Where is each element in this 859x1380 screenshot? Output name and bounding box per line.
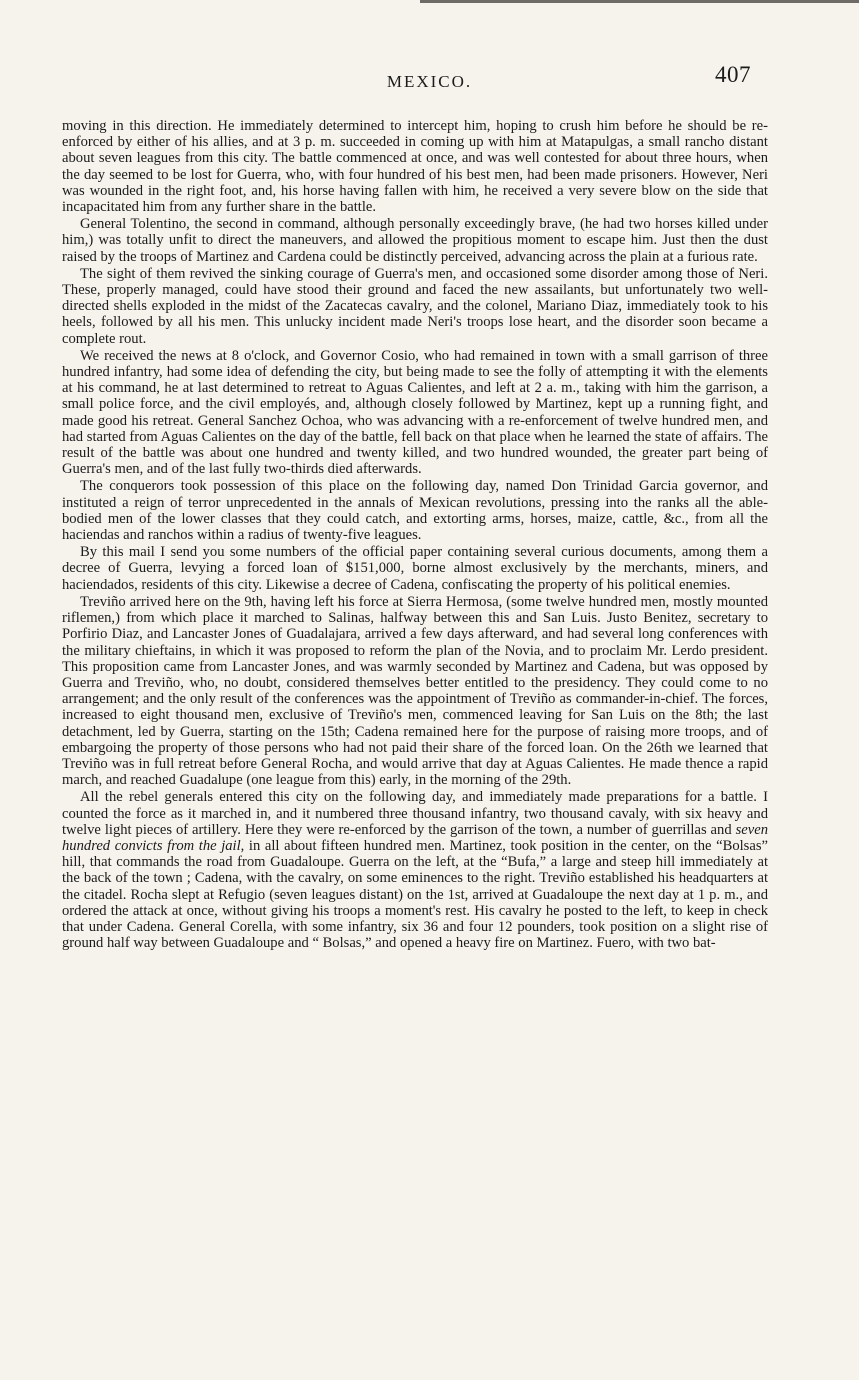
running-head: MEXICO. (386, 72, 473, 91)
paragraph: The sight of them revived the sinking courage of Guerra's men, and occasioned some disorder among those of Neri. These, properly managed, could have stood their ground and faced the new assailants, but unfortunately two well-directed shells exploded in the midst of the Zacatecas cavalry, and the colonel, Mariano Diaz, immediately took to his heels, followed by all his men. This unlucky incident made Neri's troops lose heart, and the disorder soon became a complete rout. (62, 265, 768, 347)
page-header (0, 62, 859, 98)
paragraph: Treviño arrived here on the 9th, having left his force at Sierra Hermosa, (some twelve hundred men, mostly mounted riflemen,) from which place it marched to Salinas, halfway between this and San Luis. Justo Benitez, secretary to Porfirio Diaz, and Lancaster Jones of Guadalajara, arrived a few days afterward, and had several long conferences with the military chieftains, in which it was proposed to reform the plan of the Novia, and to proclaim Mr. Lerdo president. This proposition came from Lancaster Jones, and was warmly seconded by Martinez and Cadena, but was opposed by Guerra and Treviño, who, no doubt, considered themselves better entitled to the presidency. They could come to no arrangement; and the only result of the conferences was the appointment of Treviño as commander-in-chief. The forces, increased to eight thousand men, exclusive of Treviño's men, commenced leaving for San Luis on the 8th; the last detachment, led by Guerra, starting on the 15th; Cadena remained here for the purpose of raising more troops, and of embargoing the property of those persons who had not paid their share of the forced loan. On the 26th we learned that Treviño was in full retreat before General Rocha, and would arrive that day at Aguas Calientes. He made thence a rapid march, and reached Guadalupe (one league from this) early, in the morning of the 29th. (62, 593, 768, 789)
page-top-edge (420, 0, 859, 3)
paragraph: By this mail I send you some numbers of the official paper containing several curious documents, among them a decree of Guerra, levying a forced loan of $151,000, borne almost exclusively by the merchants, miners, and haciendados, residents of this city. Likewise a decree of Cadena, confiscating the property of his political enemies. (62, 544, 768, 593)
body-text (62, 118, 768, 951)
text-run: All the rebel generals entered this city on the following day, and immediately made preparations for a battle. I counted the force as it marched in, and it numbered three thousand infantry, two thousand cavaly, with six heavy and twelve light pieces of artillery. Here they were re-enforced by the garrison of the town, a number of guerrillas and (62, 789, 768, 838)
page-number: 407 (715, 62, 751, 87)
paragraph-last (62, 789, 768, 951)
italic-phrase: seven hundred convicts from the jail (62, 821, 768, 854)
paragraph: We received the news at 8 o'clock, and Governor Cosio, who had remained in town with a small garrison of three hundred infantry, had some idea of defending the city, but being made to see the folly of attempting it with the elements at his command, he at last determined to retreat to Aguas Calientes, and left at 2 a. m., taking with him the garrison, a small police force, and the civil employés, and, although closely followed by Martinez, kept up a running fight, and made good his retreat. General Sanchez Ochoa, who was advancing with a re-enforcement of twelve hundred men, and had started from Aguas Calientes on the day of the battle, fell back on that place when he learned the state of affairs. The result of the battle was about one hundred and twenty killed, and two hundred wounded, the greater part being of Guerra's men, and of the last fully two-thirds died afterwards. (62, 347, 768, 478)
text-run: , in all about fifteen hundred men. Martinez, took position in the center, on the “Bolsas” hill, that commands the road from Guadaloupe. Guerra on the left, at the “Bufa,” a large and steep hill immediately at the back of the town ; Cadena, with the cavalry, on some eminences to the right. Treviño established his headquarters at the citadel. Rocha slept at Refugio (seven leagues distant) on the 1st, arrived at Guadaloupe the next day at 1 p. m., and ordered the attack at once, without giving his troops a moment's rest. His cavalry he posted to the left, to keep in check that under Cadena. General Corella, with some infantry, six 36 and four 12 pounders, took position on a slight rise of ground half way between Guadaloupe and “ Bolsas,” and opened a heavy fire on Martinez. Fuero, with two bat- (62, 837, 768, 952)
paragraph: The conquerors took possession of this place on the following day, named Don Trinidad Garcia governor, and instituted a reign of terror unprecedented in the annals of Mexican revolutions, pressing into the ranks all the able-bodied men of the lower classes that they could catch, and extorting arms, horses, maize, cattle, &c., from all the haciendas and ranchos within a radius of twenty-five leagues. (62, 478, 768, 544)
paragraph-continued: moving in this direction. He immediately determined to intercept him, hoping to crush him before he should be re-enforced by either of his allies, and at 3 p. m. succeeded in coming up with him at Matapulgas, a small rancho distant about seven leagues from this city. The battle commenced at once, and was well contested for about three hours, when the day seemed to be lost for Guerra, who, with four hundred of his best men, had been made prisoners. However, Neri was wounded in the right foot, and, his horse having fallen with him, he received a very severe blow on the side that incapacitated him from any further share in the battle. (62, 118, 768, 216)
paragraph: General Tolentino, the second in command, although personally exceedingly brave, (he had two horses killed under him,) was totally unfit to direct the maneuvers, and allowed the propitious moment to escape him. Just then the dust raised by the troops of Martinez and Cardena could be distinctly perceived, advancing across the plain at a furious rate. (62, 216, 768, 265)
